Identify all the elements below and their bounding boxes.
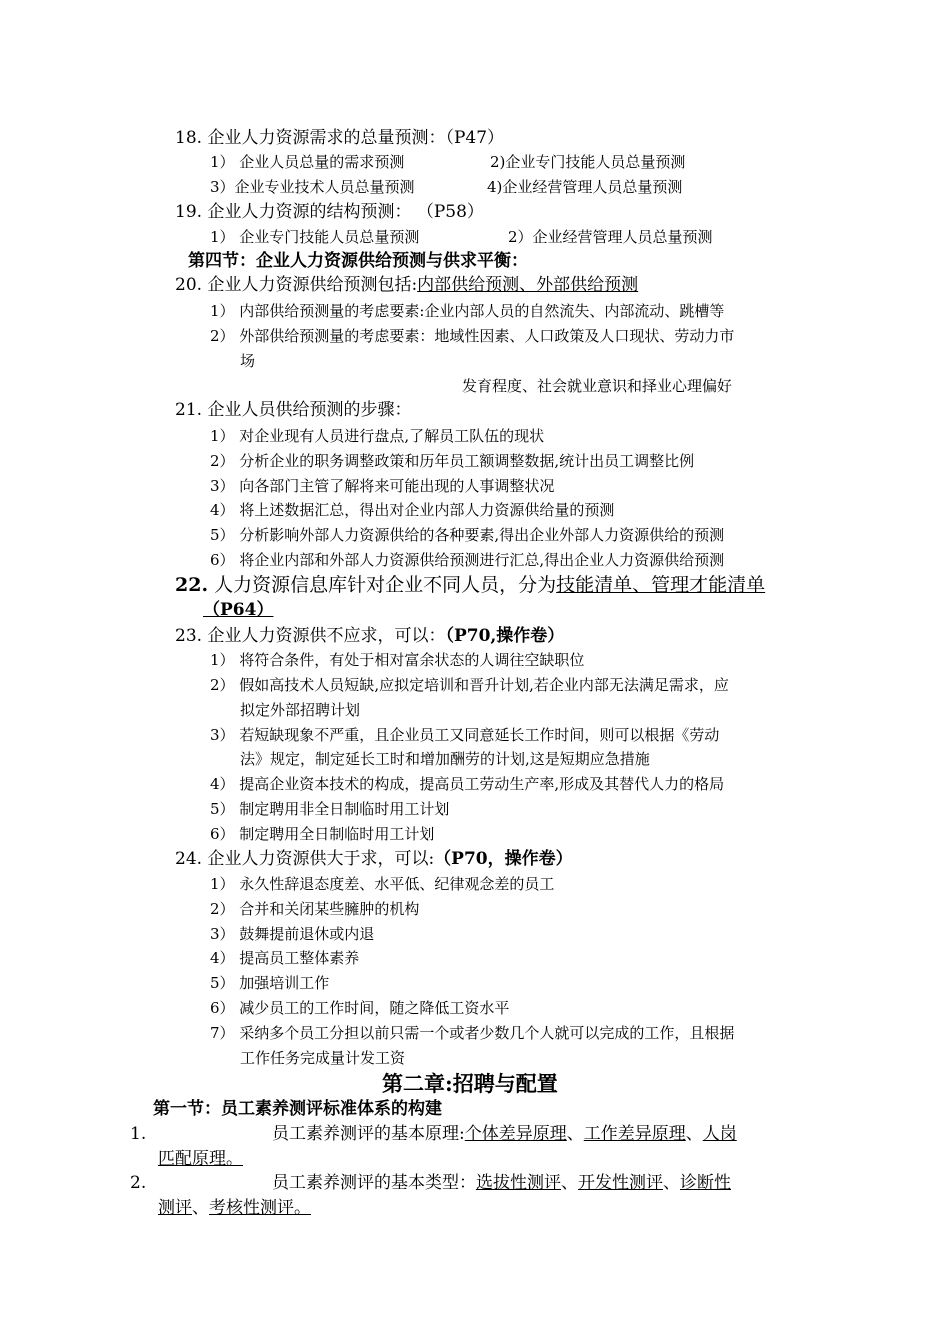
separator: 、 (663, 1173, 680, 1193)
key-answer: 技能清单、管理才能清单 (556, 574, 766, 596)
list-item: 5） 分析影响外部人力资源供给的各种要素,得出企业外部人力资源供给的预测 (210, 526, 725, 544)
item-1-text (272, 1124, 737, 1144)
list-number: 1. (130, 1124, 147, 1144)
item-2-text (272, 1173, 731, 1193)
list-item: 6） 减少员工的工作时间，随之降低工资水平 (210, 999, 510, 1017)
question-23 (175, 626, 564, 646)
list-item: 2)企业专门技能人员总量预测 (490, 153, 686, 171)
section-heading: 第四节：企业人力资源供给预测与供求平衡： (188, 251, 528, 271)
item-2-continuation (158, 1198, 311, 1218)
section-heading: 第一节：员工素养测评标准体系的构建 (153, 1099, 442, 1119)
list-item: 1） 内部供给预测量的考虑要素:企业内部人员的自然流失、内部流动、跳槽等 (210, 302, 725, 320)
list-item: 5） 制定聘用非全日制临时用工计划 (210, 800, 450, 818)
list-item: 1） 永久性辞退态度差、水平低、纪律观念差的员工 (210, 875, 555, 893)
list-item: 3） 若短缺现象不严重，且企业员工又同意延长工作时间，则可以根据《劳动 (210, 726, 720, 744)
key-answer: 诊断性 (680, 1173, 731, 1193)
list-item: 6） 制定聘用全日制临时用工计划 (210, 825, 435, 843)
list-item: 2） 合并和关闭某些臃肿的机构 (210, 900, 420, 918)
list-item: 3）企业专业技术人员总量预测 (210, 178, 415, 196)
list-item: 1） 将符合条件，有处于相对富余状态的人调往空缺职位 (210, 651, 585, 669)
page-reference: （P64） (203, 600, 274, 620)
list-item: 4） 将上述数据汇总，得出对企业内部人力资源供给量的预测 (210, 501, 615, 519)
key-answer: 个体差异原理 (464, 1124, 567, 1144)
question-text: 24. 企业人力资源供大于求，可以: (175, 849, 435, 869)
question-21: 21. 企业人员供给预测的步骤： (175, 400, 412, 420)
separator: 、 (561, 1173, 578, 1193)
separator: 、 (192, 1198, 209, 1218)
question-number: 22. (175, 574, 209, 596)
page-reference: （P70,操作卷） (445, 626, 565, 646)
separator: 、 (566, 1124, 584, 1144)
list-item: 5） 加强培训工作 (210, 974, 330, 992)
key-answer: 选拔性测评 (476, 1173, 561, 1193)
page-reference: （P70，操作卷） (434, 849, 573, 869)
list-item-continuation: 发育程度、社会就业意识和择业心理偏好 (462, 377, 733, 395)
question-18: 18. 企业人力资源需求的总量预测：（P47） (175, 128, 505, 148)
item-label: 员工素养测评的基本原理: (272, 1124, 465, 1144)
list-item: 2） 假如高技术人员短缺,应拟定培训和晋升计划,若企业内部无法满足需求，应 (210, 676, 729, 694)
list-item: 1） 对企业现有人员进行盘点,了解员工队伍的现状 (210, 427, 545, 445)
list-item-continuation: 拟定外部招聘计划 (240, 701, 361, 719)
key-answer: 人岗 (702, 1124, 737, 1144)
list-item-continuation: 法》规定，制定延长工时和增加酬劳的计划,这是短期应急措施 (240, 750, 650, 768)
key-answer: 工作差异原理 (583, 1124, 686, 1144)
list-item: 4） 提高员工整体素养 (210, 949, 360, 967)
list-item: 4)企业经营管理人员总量预测 (487, 178, 683, 196)
key-answer: 开发性测评 (578, 1173, 663, 1193)
key-answer: 内部供给预测、外部供给预测 (417, 275, 639, 295)
list-item-continuation: 工作任务完成量计发工资 (240, 1049, 406, 1067)
list-item: 2）企业经营管理人员总量预测 (508, 228, 713, 246)
question-19: 19. 企业人力资源的结构预测： （P58） (175, 202, 484, 222)
list-item: 3） 向各部门主管了解将来可能出现的人事调整状况 (210, 477, 555, 495)
question-text: 23. 企业人力资源供不应求，可以： (175, 626, 446, 646)
list-item: 4） 提高企业资本技术的构成，提高员工劳动生产率,形成及其替代人力的格局 (210, 775, 725, 793)
key-answer-continuation: 匹配原理。 (158, 1149, 243, 1169)
list-item: 2） 外部供给预测量的考虑要素：地域性因素、人口政策及人口现状、劳动力市 (210, 327, 735, 345)
list-item: 3） 鼓舞提前退休或内退 (210, 925, 375, 943)
key-answer: 考核性测评。 (209, 1198, 311, 1218)
item-label: 员工素养测评的基本类型： (272, 1173, 476, 1193)
key-answer: 测评 (158, 1198, 192, 1218)
list-item: 1） 企业人员总量的需求预测 (210, 153, 405, 171)
separator: 、 (685, 1124, 703, 1144)
question-text: 人力资源信息库针对企业不同人员，分为 (214, 574, 557, 596)
list-item: 1） 企业专门技能人员总量预测 (210, 228, 420, 246)
list-item: 2） 分析企业的职务调整政策和历年员工额调整数据,统计出员工调整比例 (210, 452, 695, 470)
list-item: 6） 将企业内部和外部人力资源供给预测进行汇总,得出企业人力资源供给预测 (210, 551, 725, 569)
question-24 (175, 849, 573, 869)
question-20 (175, 275, 638, 295)
question-22 (175, 574, 765, 597)
chapter-title: 第二章:招聘与配置 (382, 1071, 558, 1096)
list-item-continuation: 场 (240, 352, 256, 370)
list-item: 7） 采纳多个员工分担以前只需一个或者少数几个人就可以完成的工作，且根据 (210, 1024, 735, 1042)
list-number: 2. (130, 1173, 147, 1193)
question-text: 20. 企业人力资源供给预测包括: (175, 275, 418, 295)
